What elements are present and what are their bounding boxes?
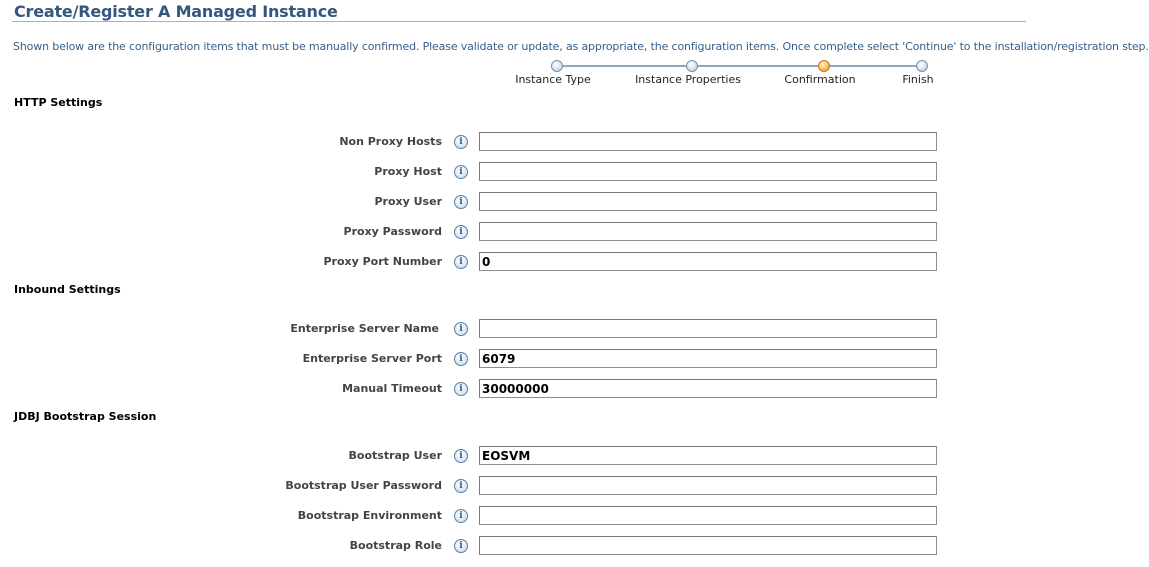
proxy-host-input[interactable] — [479, 162, 937, 181]
proxy-host-label: Proxy Host — [374, 165, 442, 178]
step-finish-dot — [916, 60, 928, 72]
train-connector — [829, 65, 916, 67]
section-jdbj-bootstrap-session: JDBJ Bootstrap Session — [14, 410, 157, 423]
bootstrap-environment-input[interactable] — [479, 506, 937, 525]
manual-timeout-label: Manual Timeout — [342, 382, 442, 395]
info-icon[interactable]: i — [454, 479, 468, 493]
info-icon[interactable]: i — [454, 135, 468, 149]
non-proxy-hosts-input[interactable] — [479, 132, 937, 151]
info-icon[interactable]: i — [454, 165, 468, 179]
bootstrap-role-label: Bootstrap Role — [349, 539, 442, 552]
info-icon[interactable]: i — [454, 322, 468, 336]
page-title: Create/Register A Managed Instance — [14, 2, 338, 21]
enterprise-server-port-input[interactable] — [479, 349, 937, 368]
proxy-password-label: Proxy Password — [343, 225, 442, 238]
info-icon[interactable]: i — [454, 195, 468, 209]
enterprise-server-name-label: Enterprise Server Name — [290, 322, 439, 335]
section-inbound-settings: Inbound Settings — [14, 283, 121, 296]
enterprise-server-name-input[interactable] — [479, 319, 937, 338]
info-icon[interactable]: i — [454, 225, 468, 239]
enterprise-server-port-label: Enterprise Server Port — [302, 352, 442, 365]
step-finish-label: Finish — [902, 73, 934, 86]
proxy-password-input[interactable] — [479, 222, 937, 241]
step-confirmation-dot — [818, 60, 830, 72]
manual-timeout-input[interactable] — [479, 379, 937, 398]
bootstrap-user-input[interactable] — [479, 446, 937, 465]
step-instance-type-label[interactable]: Instance Type — [515, 73, 591, 86]
proxy-user-input[interactable] — [479, 192, 937, 211]
info-icon[interactable]: i — [454, 509, 468, 523]
bootstrap-user-password-label: Bootstrap User Password — [285, 479, 442, 492]
proxy-port-number-input[interactable] — [479, 252, 937, 271]
proxy-port-number-label: Proxy Port Number — [323, 255, 442, 268]
train-connector — [697, 65, 818, 67]
intro-text: Shown below are the configuration items that must be manually confirmed. Please validate or update, as appropriate, the configuration items. Once complete select 'Continue' to the installation/registration step. — [13, 40, 1149, 53]
info-icon[interactable]: i — [454, 255, 468, 269]
proxy-user-label: Proxy User — [374, 195, 442, 208]
info-icon[interactable]: i — [454, 352, 468, 366]
step-confirmation-label: Confirmation — [784, 73, 856, 86]
bootstrap-role-input[interactable] — [479, 536, 937, 555]
section-http-settings: HTTP Settings — [14, 96, 103, 109]
info-icon[interactable]: i — [454, 539, 468, 553]
bootstrap-environment-label: Bootstrap Environment — [297, 509, 442, 522]
info-icon[interactable]: i — [454, 449, 468, 463]
step-instance-type-dot[interactable] — [551, 60, 563, 72]
non-proxy-hosts-label: Non Proxy Hosts — [339, 135, 442, 148]
bootstrap-user-password-input[interactable] — [479, 476, 937, 495]
step-instance-properties-dot[interactable] — [686, 60, 698, 72]
step-instance-properties-label[interactable]: Instance Properties — [635, 73, 741, 86]
train-connector — [562, 65, 686, 67]
title-divider — [12, 21, 1026, 22]
info-icon[interactable]: i — [454, 382, 468, 396]
bootstrap-user-label: Bootstrap User — [348, 449, 442, 462]
